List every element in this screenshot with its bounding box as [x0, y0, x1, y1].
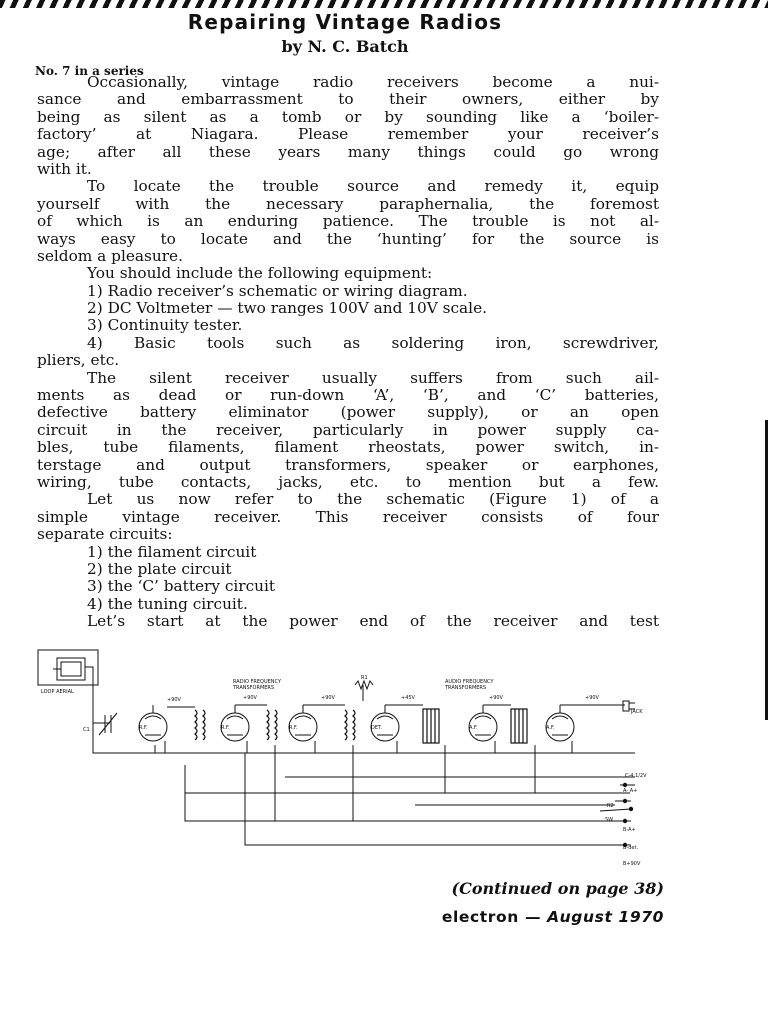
tube-label-5: A.F.: [469, 725, 478, 731]
c-battery-label: C-4.1/2V: [625, 773, 647, 779]
body-line: 4) Basic tools such as soldering iron, screwdriver,: [87, 333, 659, 352]
tube-2: [221, 705, 249, 741]
body-line: simple vintage receiver. This receiver consists of four: [37, 507, 659, 526]
voltage-label-2: +90V: [243, 695, 257, 701]
body-line: being as silent as a tomb or by sounding like a ‘boiler-: [37, 107, 659, 126]
body-line: 4) the tuning circuit.: [87, 594, 248, 613]
body-line: seldom a pleasure.: [37, 246, 183, 265]
voltage-label-1: +90V: [167, 697, 181, 703]
voltage-label-5: +90V: [489, 695, 503, 701]
b-a-label: B-A+: [623, 827, 636, 833]
body-line: with it.: [37, 159, 92, 178]
body-line: Occasionally, vintage radio receivers become a nui-: [87, 73, 659, 91]
body-line: of which is an enduring patience. The trouble is not al-: [37, 212, 659, 231]
switch-label: SW: [605, 817, 614, 823]
body-line: 1) Radio receiver’s schematic or wiring diagram.: [87, 281, 468, 300]
publication-date: August 1970: [547, 908, 664, 926]
body-line: age; after all these years many things could go wrong: [37, 142, 659, 161]
b-det-label: B-det.: [623, 845, 639, 851]
article-title: Repairing Vintage Radios: [187, 10, 503, 34]
a-terminals-label: A- A+: [623, 788, 638, 794]
continued-note: (Continued on page 38): [451, 879, 664, 898]
body-line: bles, tube filaments, filament rheostats, power switch, in-: [37, 438, 659, 457]
body-line: terstage and output transformers, speaker or earphones,: [37, 455, 659, 474]
series-note: No. 7 in a series: [35, 64, 144, 78]
body-line: 2) the plate circuit: [87, 559, 232, 578]
body-line: 1) the filament circuit: [87, 542, 257, 561]
rf-label-2: TRANSFORMERS: [233, 685, 275, 691]
body-line: wiring, tube contacts, jacks, etc. to mention but a few.: [37, 472, 659, 491]
tube-label-3: R.F.: [289, 725, 298, 731]
body-line: separate circuits:: [37, 525, 173, 544]
voltage-label-6: +90V: [585, 695, 599, 701]
r2-label: R2: [607, 803, 614, 809]
b-90-label: B+90V: [623, 861, 641, 867]
loop-aerial-label: LOOP AERIAL: [41, 689, 74, 695]
body-line: 2) DC Voltmeter — two ranges 100V and 10V scale.: [87, 299, 487, 318]
c1-label: C1: [83, 727, 90, 733]
figure-1-schematic: [35, 645, 665, 870]
body-line: Let’s start at the power end of the receiver and test: [87, 612, 659, 631]
tube-3: [289, 705, 317, 741]
tube-1: [139, 705, 167, 741]
page-footer: [442, 908, 664, 926]
r1-label: R1: [361, 675, 368, 681]
tube-6: [546, 705, 574, 741]
body-line: sance and embarrassment to their owners, either by: [37, 90, 659, 109]
af-label-1: AUDIO FREQUENCY: [445, 679, 494, 685]
footer-dash: —: [524, 908, 542, 926]
tube-label-6: A.F.: [546, 725, 555, 731]
voltage-label-4: +45V: [401, 695, 415, 701]
body-line: ments as dead or run-down ‘A’, ‘B’, and ‘C’ batteries,: [37, 386, 659, 405]
voltage-label-3: +90V: [321, 695, 335, 701]
article-author: by N. C. Batch: [281, 37, 409, 56]
rf-label-1: RADIO FREQUENCY: [233, 679, 282, 685]
af-label-2: TRANSFORMERS: [445, 685, 487, 691]
body-line: defective battery eliminator (power supply), or an open: [37, 403, 659, 422]
tube-label-1: R.F.: [139, 725, 148, 731]
body-line: pliers, etc.: [37, 351, 120, 370]
body-line: yourself with the necessary paraphernalia, the foremost: [37, 194, 659, 213]
article-body: [37, 74, 659, 631]
body-line: ways easy to locate and the ‘hunting’ for the source is: [37, 229, 659, 248]
tube-4: [371, 705, 399, 741]
body-line: Let us now refer to the schematic (Figure 1) of a: [87, 490, 659, 509]
jack-label: JACK: [631, 709, 643, 715]
body-line: 3) Continuity tester.: [87, 316, 243, 335]
tube-label-2: R.F.: [221, 725, 230, 731]
body-line: factory’ at Niagara. Please remember your receiver’s: [37, 125, 659, 144]
body-line: 3) the ‘C’ battery circuit: [87, 577, 276, 596]
tube-5: [469, 705, 497, 741]
publication-name: electron: [441, 908, 519, 926]
body-line: To locate the trouble source and remedy it, equip: [87, 177, 659, 196]
body-line: You should include the following equipment:: [87, 264, 433, 283]
tube-label-4: DET.: [371, 725, 383, 731]
body-line: circuit in the receiver, particularly in power supply ca-: [37, 420, 659, 439]
top-dashed-border: [0, 0, 768, 8]
body-line: The silent receiver usually suffers from such ail-: [87, 368, 659, 387]
